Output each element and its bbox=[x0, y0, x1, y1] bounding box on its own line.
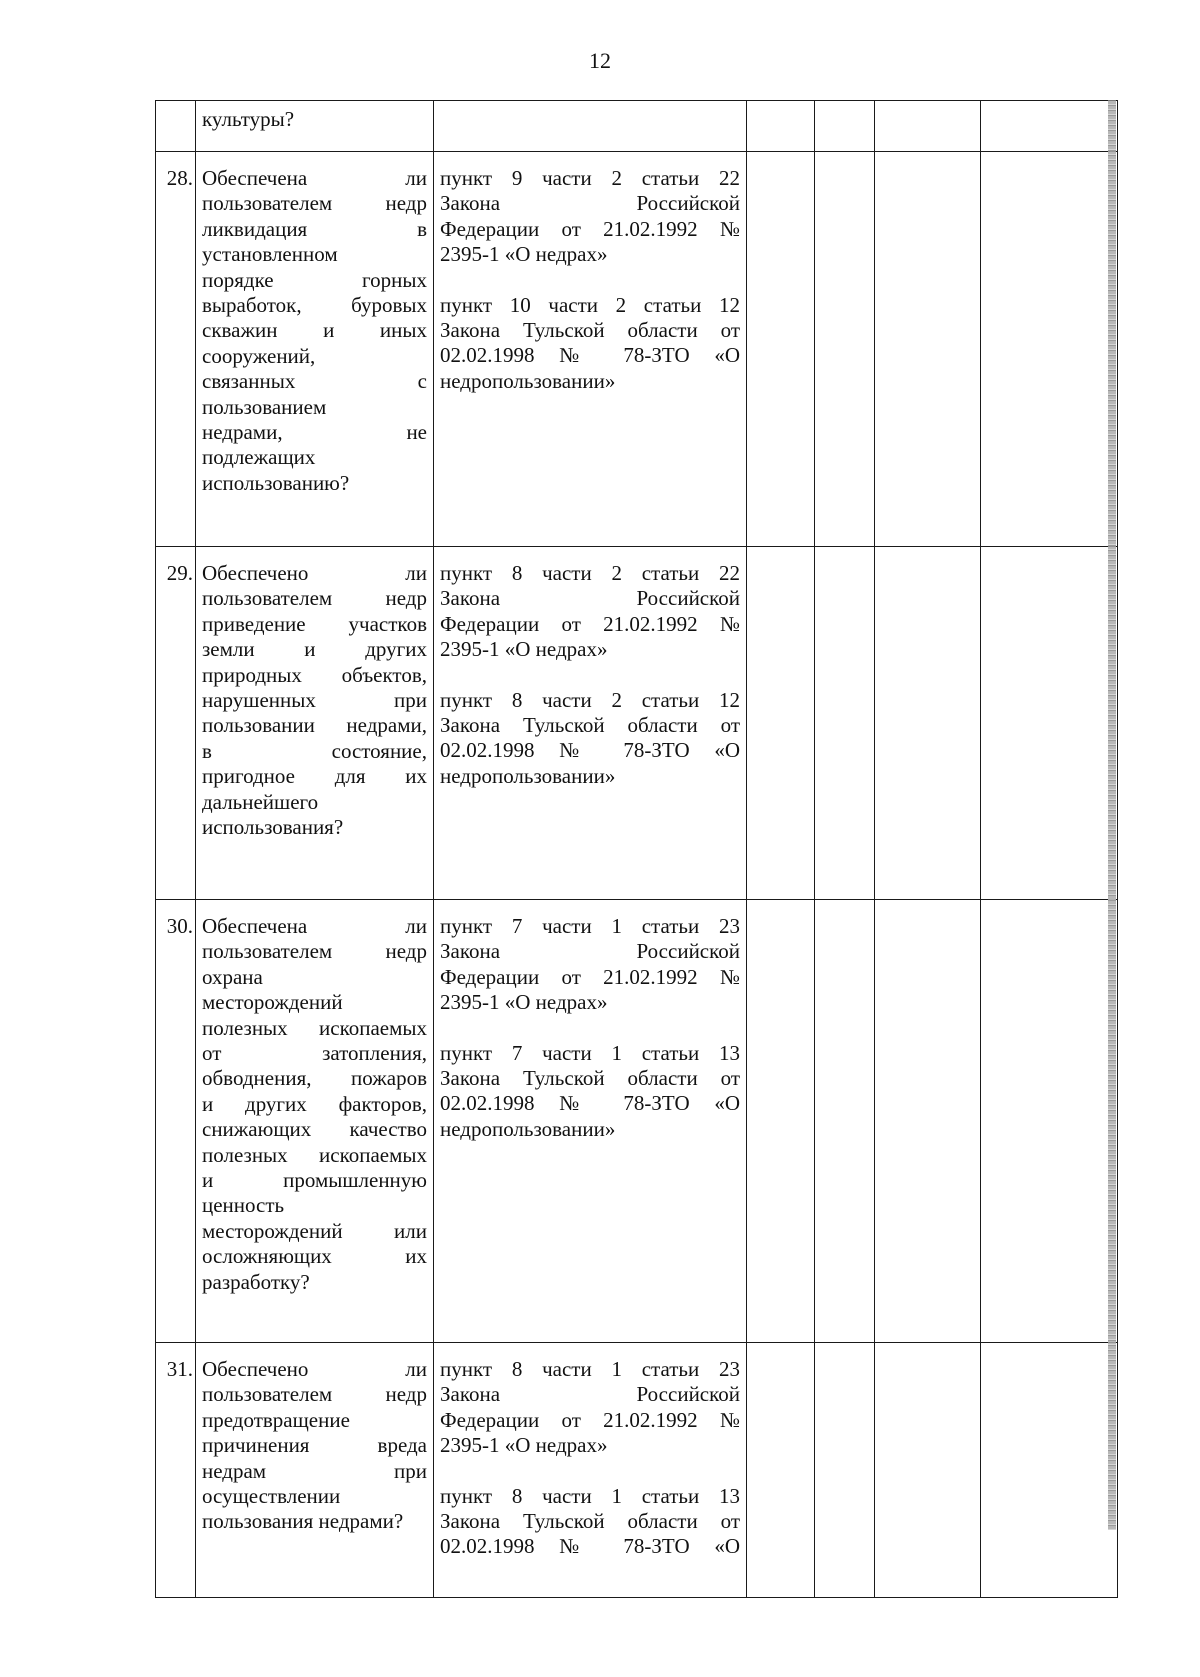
legal-reference-line: 02.02.1998 № 78-ЗТО «О bbox=[440, 1534, 740, 1559]
legal-reference-line: пункт 10 части 2 статьи 12 bbox=[440, 292, 740, 317]
question-line: и других факторов, bbox=[202, 1091, 427, 1116]
legal-reference bbox=[440, 688, 740, 790]
legal-reference bbox=[440, 293, 740, 395]
empty-cell bbox=[747, 900, 815, 1343]
question-line: причинения вреда bbox=[202, 1433, 427, 1458]
empty-cell bbox=[875, 101, 981, 152]
question-line: земли и других bbox=[202, 637, 427, 662]
legal-reference bbox=[440, 914, 740, 1016]
question-line: ценность bbox=[202, 1193, 285, 1218]
question-line: полезных ископаемых bbox=[202, 1015, 427, 1040]
question-line: использованию? bbox=[202, 470, 350, 495]
empty-cell bbox=[981, 101, 1118, 152]
question-line: пользователем недр bbox=[202, 191, 427, 216]
legal-reference-line: пункт 9 части 2 статьи 22 bbox=[440, 166, 740, 190]
question-line: ликвидация в bbox=[202, 216, 427, 241]
question-line: осложняющих их bbox=[202, 1244, 427, 1269]
question-line: связанных с bbox=[202, 369, 427, 394]
table-row bbox=[156, 1343, 1118, 1598]
checklist-table bbox=[155, 100, 1118, 1598]
empty-cell bbox=[747, 101, 815, 152]
legal-reference-line: Закона Российской bbox=[440, 939, 740, 964]
legal-reference-line: недропользовании» bbox=[440, 368, 616, 393]
empty-cell bbox=[875, 547, 981, 900]
table-row bbox=[156, 152, 1118, 547]
question-line: пользованием bbox=[202, 394, 327, 419]
legal-reference-cell bbox=[434, 152, 747, 547]
legal-reference-line: недропользовании» bbox=[440, 1116, 616, 1141]
empty-cell bbox=[815, 101, 875, 152]
empty-cell bbox=[747, 547, 815, 900]
legal-reference-line: Закона Российской bbox=[440, 191, 740, 216]
question-cell bbox=[196, 900, 434, 1343]
legal-reference-line: Закона Российской bbox=[440, 1382, 740, 1407]
empty-cell bbox=[875, 900, 981, 1343]
question-line: и промышленную bbox=[202, 1168, 427, 1193]
question-line: приведение участков bbox=[202, 611, 427, 636]
question-line: в состояние, bbox=[202, 738, 427, 763]
question-line: пригодное для их bbox=[202, 764, 427, 789]
question-line: пользователем недр bbox=[202, 939, 427, 964]
legal-reference-cell bbox=[434, 547, 747, 900]
legal-reference-line: 2395-1 «О недрах» bbox=[440, 1433, 608, 1458]
empty-cell bbox=[981, 547, 1118, 900]
question-line: Обеспечено ли bbox=[202, 561, 427, 585]
question-line: месторождений bbox=[202, 990, 343, 1015]
empty-cell bbox=[747, 1343, 815, 1598]
question-line: пользования недрами? bbox=[202, 1509, 404, 1534]
empty-cell bbox=[815, 547, 875, 900]
question-line: пользователем недр bbox=[202, 1382, 427, 1407]
question-line: пользовании недрами, bbox=[202, 713, 427, 738]
question-line: разработку? bbox=[202, 1269, 310, 1294]
legal-reference-cell bbox=[434, 1343, 747, 1598]
legal-reference-line: 2395-1 «О недрах» bbox=[440, 242, 608, 267]
empty-cell bbox=[815, 900, 875, 1343]
page-number: 12 bbox=[589, 48, 611, 73]
row-number bbox=[156, 101, 196, 152]
question-line: снижающих качество bbox=[202, 1117, 427, 1142]
legal-reference-line: Закона Тульской области от bbox=[440, 1066, 740, 1091]
legal-reference-line: 2395-1 «О недрах» bbox=[440, 637, 608, 662]
table-row bbox=[156, 101, 1118, 152]
legal-reference bbox=[440, 1357, 740, 1459]
legal-reference bbox=[440, 1484, 740, 1560]
question-line: предотвращение bbox=[202, 1407, 350, 1432]
legal-reference-line: 02.02.1998 № 78-ЗТО «О bbox=[440, 738, 740, 763]
legal-reference bbox=[440, 1041, 740, 1143]
question-line: недрам при bbox=[202, 1458, 427, 1483]
question-line: обводнения, пожаров bbox=[202, 1066, 427, 1091]
empty-cell bbox=[747, 152, 815, 547]
question-line: выработок, буровых bbox=[202, 293, 427, 318]
legal-reference-cell bbox=[434, 101, 747, 152]
legal-reference-line: 02.02.1998 № 78-ЗТО «О bbox=[440, 343, 740, 368]
legal-reference bbox=[440, 561, 740, 663]
legal-reference-line: пункт 7 части 1 статьи 13 bbox=[440, 1040, 740, 1065]
question-cell bbox=[196, 547, 434, 900]
question-line: осуществлении bbox=[202, 1484, 341, 1509]
checklist-table-body bbox=[156, 101, 1118, 1598]
question-line: подлежащих bbox=[202, 445, 316, 470]
legal-reference-line: пункт 8 части 2 статьи 12 bbox=[440, 687, 740, 712]
scan-edge-artifact bbox=[1108, 100, 1116, 1530]
legal-reference-line: Закона Тульской области от bbox=[440, 1509, 740, 1534]
empty-cell bbox=[981, 1343, 1118, 1598]
legal-reference-line: Закона Тульской области от bbox=[440, 318, 740, 343]
row-number: 30. bbox=[156, 900, 196, 1343]
question-line: Обеспечена ли bbox=[202, 914, 427, 938]
table-row bbox=[156, 900, 1118, 1343]
question-line: Обеспечено ли bbox=[202, 1357, 427, 1381]
question-line: скважин и иных bbox=[202, 318, 427, 343]
legal-reference-line: 2395-1 «О недрах» bbox=[440, 990, 608, 1015]
question-line: полезных ископаемых bbox=[202, 1142, 427, 1167]
question-line: пользователем недр bbox=[202, 586, 427, 611]
legal-reference-line: пункт 7 части 1 статьи 23 bbox=[440, 914, 740, 938]
question-line: природных объектов, bbox=[202, 662, 427, 687]
question-line: месторождений или bbox=[202, 1218, 427, 1243]
question-cell bbox=[196, 1343, 434, 1598]
legal-reference-line: 02.02.1998 № 78-ЗТО «О bbox=[440, 1091, 740, 1116]
row-number: 29. bbox=[156, 547, 196, 900]
question-cell bbox=[196, 152, 434, 547]
table-row bbox=[156, 547, 1118, 900]
question-line: Обеспечена ли bbox=[202, 166, 427, 190]
empty-cell bbox=[815, 1343, 875, 1598]
legal-reference-cell bbox=[434, 900, 747, 1343]
legal-reference-line: пункт 8 части 1 статьи 13 bbox=[440, 1483, 740, 1508]
question-line: нарушенных при bbox=[202, 688, 427, 713]
question-line: от затопления, bbox=[202, 1041, 427, 1066]
legal-reference-line: пункт 8 части 2 статьи 22 bbox=[440, 561, 740, 585]
empty-cell bbox=[875, 152, 981, 547]
question-line: охрана bbox=[202, 964, 263, 989]
legal-reference-line: Закона Российской bbox=[440, 586, 740, 611]
question-line: недрами, не bbox=[202, 420, 427, 445]
empty-cell bbox=[981, 152, 1118, 547]
question-line: использования? bbox=[202, 815, 344, 840]
legal-reference-line: Федерации от 21.02.1992 № bbox=[440, 964, 740, 989]
legal-reference-line: Федерации от 21.02.1992 № bbox=[440, 611, 740, 636]
legal-reference-line: недропользовании» bbox=[440, 763, 616, 788]
question-line: сооружений, bbox=[202, 343, 316, 368]
row-number: 31. bbox=[156, 1343, 196, 1598]
question-line: порядке горных bbox=[202, 267, 427, 292]
row-number: 28. bbox=[156, 152, 196, 547]
question-line: культуры? bbox=[202, 107, 295, 131]
question-line: установленном bbox=[202, 242, 338, 267]
legal-reference-line: Федерации от 21.02.1992 № bbox=[440, 216, 740, 241]
question-line: дальнейшего bbox=[202, 789, 319, 814]
question-cell bbox=[196, 101, 434, 152]
empty-cell bbox=[875, 1343, 981, 1598]
legal-reference bbox=[440, 166, 740, 268]
empty-cell bbox=[815, 152, 875, 547]
legal-reference-line: Закона Тульской области от bbox=[440, 713, 740, 738]
empty-cell bbox=[981, 900, 1118, 1343]
legal-reference-line: Федерации от 21.02.1992 № bbox=[440, 1407, 740, 1432]
legal-reference-line: пункт 8 части 1 статьи 23 bbox=[440, 1357, 740, 1381]
